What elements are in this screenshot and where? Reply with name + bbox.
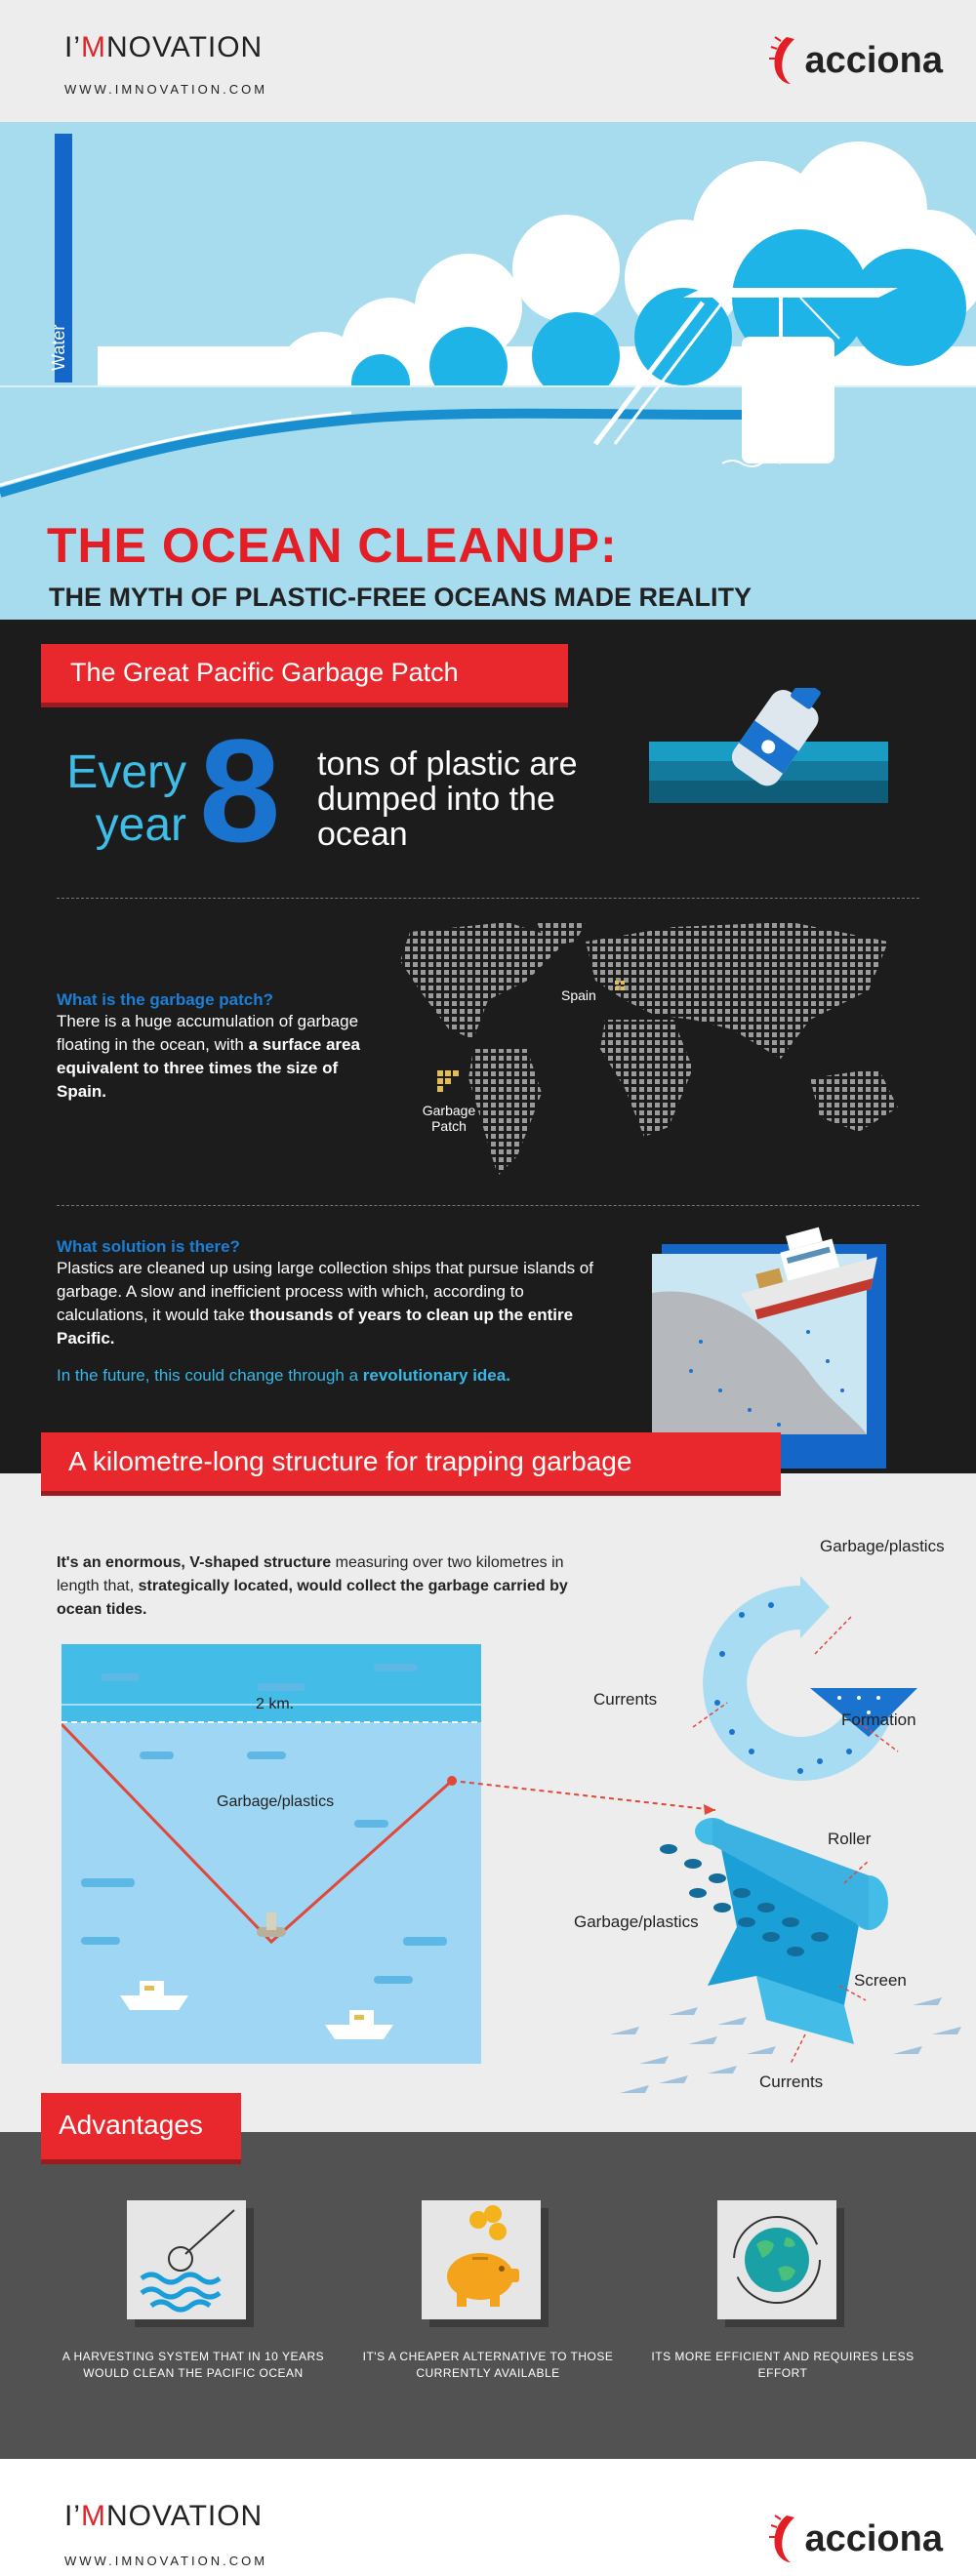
question-text-bold: thousands of years to clean up the entire Pacific.	[57, 1306, 574, 1348]
globe-icon	[717, 2200, 836, 2319]
future-text-bold: revolutionary idea.	[362, 1366, 510, 1385]
screen-label: Screen	[854, 1971, 907, 1990]
net-icon	[127, 2200, 246, 2319]
structure-section	[0, 1446, 976, 2132]
brand-url[interactable]: WWW.IMNOVATION.COM	[64, 2554, 268, 2568]
plastic-bottle-illustration	[649, 688, 893, 844]
advantage-text-1: A HARVESTING SYSTEM THAT IN 10 YEARS WOULD CLEAN THE PACIFIC OCEAN	[61, 2350, 325, 2380]
question-title: What is the garbage patch?	[57, 990, 273, 1009]
question-text-a: Plastics are cleaned up using large collection ships that pursue islands of garbage. A slow and inefficient process with which, according to calculations, it would take	[57, 1259, 593, 1324]
map-label-garbage-patch: Garbage Patch	[422, 1103, 476, 1134]
future-text-a: In the future, this could change through a	[57, 1366, 363, 1385]
future-text	[57, 1366, 603, 1386]
page-footer	[0, 2459, 976, 2576]
advantage-text-2: IT'S A CHEAPER ALTERNATIVE TO THOSE CURRENTLY AVAILABLE	[362, 2350, 614, 2380]
brand-prefix: I’	[64, 31, 81, 63]
section-heading: A kilometre-long structure for trapping garbage	[68, 1446, 632, 1476]
advantage-card-2	[422, 2200, 541, 2319]
page-subtitle: THE MYTH OF PLASTIC-FREE OCEANS MADE REALITY	[49, 583, 752, 612]
acciona-logo[interactable]	[769, 2510, 943, 2568]
advantage-card-1	[127, 2200, 246, 2319]
brand-suffix: NOVATION	[106, 2500, 264, 2532]
tons-description: tons of plastic are dumped into the ocean	[317, 745, 578, 853]
acciona-leaf-icon	[769, 35, 798, 86]
question-text	[57, 1257, 603, 1350]
structure-intro	[57, 1551, 603, 1622]
category-label: Water	[49, 324, 68, 371]
advantage-text-3: ITS MORE EFFICIENT AND REQUIRES LESS EFFORT	[651, 2350, 915, 2380]
advantage-card-3	[717, 2200, 836, 2319]
every-text: Every	[66, 746, 186, 798]
imnovation-logo[interactable]	[64, 31, 263, 64]
page-title: THE OCEAN CLEANUP:	[47, 518, 618, 573]
year-text: year	[95, 799, 186, 851]
acciona-wordmark: acciona	[804, 2517, 943, 2559]
intro-bold-a: It's an enormous, V-shaped structure	[57, 1554, 332, 1571]
question-text	[57, 1010, 379, 1104]
circle-garbage-label: Garbage/plastics	[820, 1537, 945, 1555]
section-heading-bar	[41, 2093, 241, 2159]
acciona-wordmark: acciona	[804, 39, 943, 81]
currents-circle-diagram	[673, 1566, 927, 1791]
solution-question	[57, 1237, 603, 1386]
circle-currents-label: Currents	[593, 1690, 658, 1709]
circle-formation-label: Formation	[841, 1711, 916, 1729]
brand-suffix: NOVATION	[106, 31, 264, 63]
acciona-logo[interactable]	[769, 35, 943, 86]
divider	[57, 898, 919, 899]
page-header	[0, 0, 976, 122]
brand-m: M	[81, 2500, 106, 2532]
hero-banner	[0, 122, 976, 620]
acciona-leaf-icon	[769, 2510, 798, 2568]
distance-label: 2 km.	[256, 1696, 295, 1712]
section-heading: Advantages	[59, 2110, 203, 2140]
advantages-section	[0, 2110, 976, 2459]
question-text-a: There is a huge accumulation of garbage floating in the ocean, with	[57, 1012, 359, 1054]
section-heading-bar	[41, 1432, 781, 1491]
brand-url[interactable]: WWW.IMNOVATION.COM	[64, 82, 268, 97]
brand-prefix: I’	[64, 2500, 81, 2532]
brand-m: M	[81, 31, 106, 63]
tons-number: 8	[199, 708, 281, 872]
question-text-bold: a surface area equivalent to three times the size of Spain.	[57, 1035, 360, 1101]
roller-garbage-label: Garbage/plastics	[574, 1912, 699, 1931]
question-title: What solution is there?	[57, 1237, 240, 1256]
divider	[57, 1205, 919, 1206]
intro-bold-c: strategically located, would collect the garbage carried by ocean tides.	[57, 1578, 568, 1618]
section-heading-bar	[41, 644, 568, 703]
intro-text: measuring over two kilometres in length that,	[57, 1554, 564, 1594]
section-heading: The Great Pacific Garbage Patch	[70, 658, 459, 687]
piggy-bank-icon	[422, 2200, 541, 2319]
map-label-spain: Spain	[561, 987, 596, 1003]
roller-label: Roller	[828, 1830, 872, 1848]
roller-currents-label: Currents	[759, 2073, 824, 2091]
imnovation-logo[interactable]	[64, 2500, 263, 2533]
garbage-patch-section	[0, 620, 976, 1473]
every-year-label	[55, 746, 186, 852]
v-garbage-label: Garbage/plastics	[217, 1793, 335, 1810]
garbage-patch-question	[57, 990, 379, 1104]
world-map-illustration	[381, 922, 927, 1186]
